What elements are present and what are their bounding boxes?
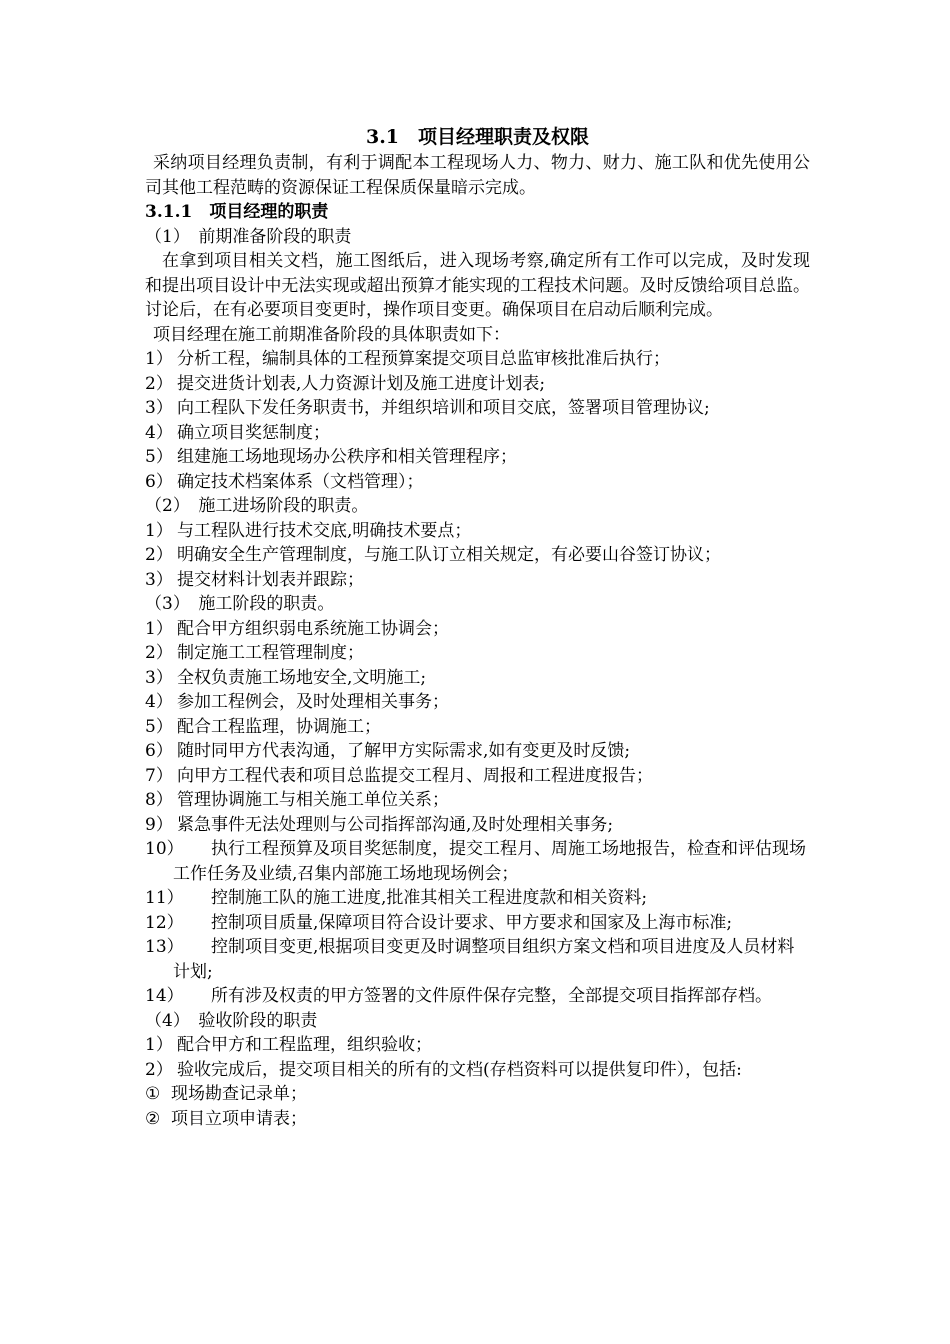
item-text: 全权负责施工场地安全,文明施工; [177,667,427,688]
list-item [145,788,810,813]
list-item [145,568,810,593]
list-item [145,543,810,568]
item-text: 向工程队下发任务职责书，并组织培训和项目交底，签署项目管理协议; [177,398,710,418]
item-text: 控制项目变更,根据项目变更及时调整项目组织方案文档和项目进度及人员材料计划; [173,937,795,982]
item-text: 明确安全生产管理制度，与施工队订立相关规定，有必要山谷签订协议； [177,545,721,565]
item-text: 控制项目质量,保障项目符合设计要求、甲方要求和国家及上海市标准; [211,912,733,933]
item-number: 1） [145,618,173,639]
list-item [145,617,810,642]
list-item [145,690,810,715]
item-number: ② [145,1108,161,1129]
list-item [145,886,810,911]
item-number: 2） [145,1059,173,1080]
stage3-list [145,617,810,1009]
item-number: 5） [145,716,173,737]
stage2-heading: （2） 施工进场阶段的职责。 [145,496,369,516]
item-text: 参加工程例会，及时处理相关事务； [177,692,449,712]
item-text: 管理协调施工与相关施工单位关系； [177,790,449,810]
item-number: 10） [145,839,184,859]
list-item [145,837,810,886]
item-text: 执行工程预算及项目奖惩制度，提交工程月、周施工场地报告，检查和评估现场工作任务及业绩,召集内部施工场地现场例会； [173,839,806,884]
item-number: 1） [145,520,173,541]
stage1-intro-line: 项目经理在施工前期准备阶段的具体职责如下： [153,324,510,345]
stage1-paragraph: 在拿到项目相关文档，施工图纸后，进入现场考察,确定所有工作可以完成，及时发现和提出项目设计中无法实现或超出预算才能实现的工程技术问题。及时反馈给项目总监。讨论后，在有必要项目变更时，操作项目变更。确保项目在启动后顺利完成。 [145,251,810,320]
item-number: 13） [145,937,184,957]
item-number: 12） [145,912,184,933]
item-text: 配合甲方和工程监理，组织验收； [177,1035,432,1055]
stage3-heading: （3） 施工阶段的职责。 [145,594,335,614]
item-text: 紧急事件无法处理则与公司指挥部沟通,及时处理相关事务; [177,814,614,835]
stage1-list [145,347,810,494]
item-number: 3） [145,398,173,418]
list-item [145,1107,810,1132]
item-text: 分析工程，编制具体的工程预算案提交项目总监审核批准后执行； [177,349,670,369]
item-number: 7） [145,765,173,786]
item-text: 提交进货计划表,人力资源计划及施工进度计划表; [177,373,546,394]
list-item [145,764,810,789]
list-item [145,347,810,372]
item-text: 现场勘查记录单； [171,1084,307,1104]
item-text: 提交材料计划表并跟踪； [177,569,364,590]
list-item [145,813,810,838]
item-number: 2） [145,643,173,663]
list-item [145,396,810,421]
list-item [145,984,810,1009]
item-number: 3） [145,569,173,590]
item-number: 3） [145,667,173,688]
list-item [145,641,810,666]
item-number: 1） [145,1035,173,1055]
item-text: 配合工程监理，协调施工； [177,716,381,737]
section-title: 3.1 项目经理职责及权限 [365,126,590,148]
item-text: 确立项目奖惩制度； [177,422,330,443]
item-text: 所有涉及权责的甲方签署的文件原件保存完整，全部提交项目指挥部存档。 [211,986,772,1006]
item-number: 8） [145,790,173,810]
list-item [145,666,810,691]
list-item [145,911,810,936]
item-text: 项目立项申请表； [171,1108,307,1129]
item-text: 组建施工场地现场办公秩序和相关管理程序； [177,447,517,467]
subsection-heading: 3.1.1 项目经理的职责 [145,202,329,222]
document-body [145,124,810,1131]
stage4-list [145,1033,810,1131]
list-item [145,935,810,984]
item-number: 11） [145,888,184,908]
item-number: 2） [145,373,173,394]
item-number: 2） [145,545,173,565]
stage2-list [145,519,810,593]
item-text: 随时同甲方代表沟通，了解甲方实际需求,如有变更及时反馈; [177,741,631,761]
item-text: 制定施工工程管理制度； [177,643,364,663]
list-item [145,715,810,740]
stage4-heading: （4） 验收阶段的职责 [145,1010,318,1031]
list-item [145,739,810,764]
item-text: 验收完成后，提交项目相关的所有的文档(存档资料可以提供复印件），包括: [177,1059,742,1080]
item-number: ① [145,1084,161,1104]
item-number: 6） [145,741,173,761]
item-text: 确定技术档案体系（文档管理）； [177,471,424,492]
item-text: 与工程队进行技术交底,明确技术要点； [177,520,472,541]
list-item [145,372,810,397]
list-item [145,421,810,446]
list-item [145,445,810,470]
intro-paragraph: 采纳项目经理负责制，有利于调配本工程现场人力、物力、财力、施工队和优先使用公司其他工程范畴的资源保证工程保质保量暗示完成。 [145,153,810,198]
item-number: 9） [145,814,173,835]
list-item [145,1082,810,1107]
item-number: 14） [145,986,184,1006]
item-text: 向甲方工程代表和项目总监提交工程月、周报和工程进度报告； [177,765,653,786]
item-number: 5） [145,447,173,467]
stage1-heading: （1） 前期准备阶段的职责 [145,226,352,247]
item-number: 4） [145,692,173,712]
item-number: 4） [145,422,173,443]
item-text: 配合甲方组织弱电系统施工协调会； [177,618,449,639]
list-item [145,519,810,544]
list-item [145,470,810,495]
list-item [145,1033,810,1058]
item-text: 控制施工队的施工进度,批准其相关工程进度款和相关资料; [211,888,648,908]
item-number: 1） [145,349,173,369]
item-number: 6） [145,471,173,492]
list-item [145,1058,810,1083]
